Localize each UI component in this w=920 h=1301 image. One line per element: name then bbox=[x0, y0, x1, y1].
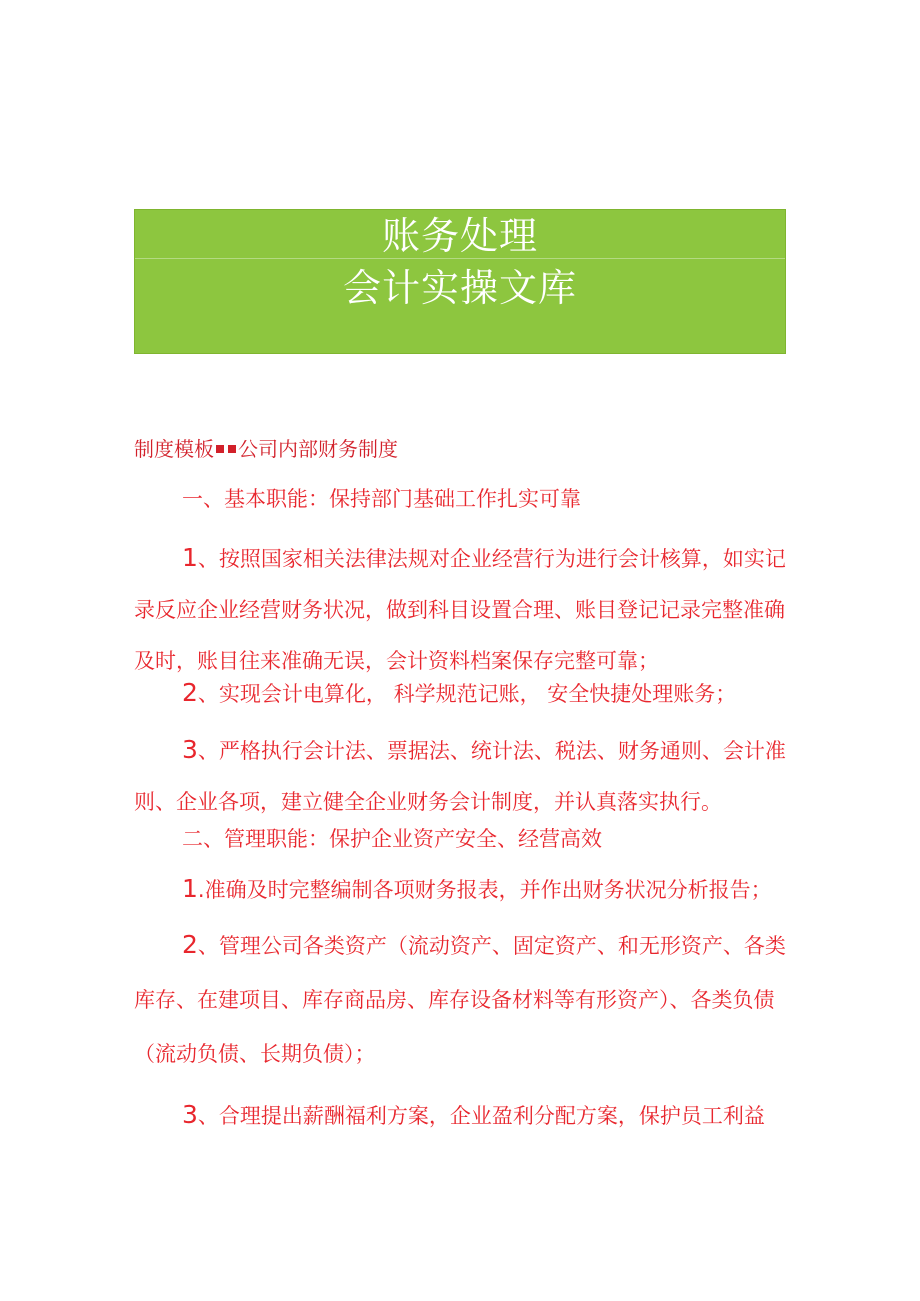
item-text: 、管理公司各类资产（流动资产、固定资产、和无形资产、各类库存、在建项目、库存商品房、库存设备材料等有形资产）、各类负债（流动负债、长期负债）； bbox=[134, 934, 786, 1066]
item-number: 3 bbox=[182, 735, 198, 764]
item-number: 2 bbox=[182, 930, 198, 959]
item-text: 、合理提出薪酬福利方案，企业盈利分配方案，保护员工利益 bbox=[197, 1104, 765, 1128]
item-number: 1 bbox=[182, 543, 198, 572]
list-item bbox=[134, 532, 786, 687]
banner-subtitle: 会计实操文库 bbox=[342, 266, 577, 310]
template-title: 公司内部财务制度 bbox=[238, 437, 398, 461]
list-item bbox=[134, 870, 786, 909]
title-banner bbox=[134, 209, 786, 354]
template-title-line bbox=[134, 430, 398, 468]
section-heading: 二、管理职能：保护企业资产安全、经营高效 bbox=[182, 827, 602, 851]
item-text: 、实现会计电算化， 科学规范记账， 安全快捷处理账务； bbox=[197, 682, 737, 706]
list-item bbox=[134, 918, 786, 1081]
banner-divider bbox=[135, 258, 785, 259]
square-marker-icon bbox=[228, 445, 236, 453]
item-number: 3 bbox=[182, 1100, 198, 1129]
section-heading: 一、基本职能：保持部门基础工作扎实可靠 bbox=[182, 487, 581, 511]
item-text: 、按照国家相关法律法规对企业经营行为进行会计核算，如实记录反应企业经营财务状况，做到科目设置合理、账目登记记录完整准确及时，账目往来准确无误，会计资料档案保存完整可靠； bbox=[134, 547, 786, 673]
list-item bbox=[134, 674, 786, 713]
list-item bbox=[134, 1096, 786, 1135]
item-text: .准确及时完整编制各项财务报表，并作出财务状况分析报告； bbox=[197, 878, 772, 902]
list-item bbox=[134, 724, 786, 828]
item-number: 1 bbox=[182, 874, 198, 903]
banner-title: 账务处理 bbox=[381, 214, 538, 258]
template-label: 制度模板 bbox=[134, 437, 214, 461]
item-text: 、严格执行会计法、票据法、统计法、税法、财务通则、会计准则、企业各项，建立健全企业财务会计制度，并认真落实执行。 bbox=[134, 739, 786, 814]
square-marker-icon bbox=[216, 445, 224, 453]
item-number: 2 bbox=[182, 678, 198, 707]
